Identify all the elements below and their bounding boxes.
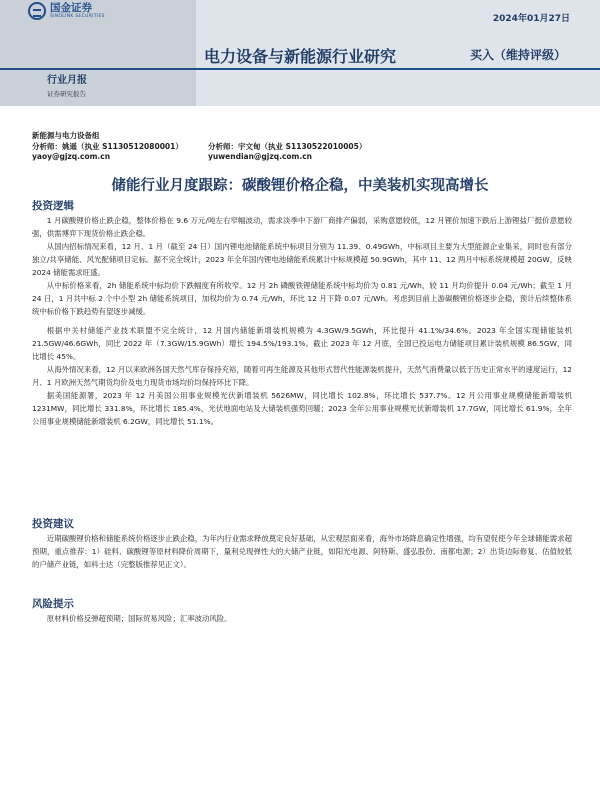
paragraph: 原材料价格反弹超预期；国际贸易风险；汇率波动风险。	[46, 614, 232, 623]
section-title-risk: 风险提示	[32, 598, 74, 610]
paragraph: 据美国能源署，2023 年 12 月美国公用事业规模光伏新增装机 5626MW，同比增长 102.8%，环比增长 537.7%。12 月公用事业规模储能新增装机 1231MW，同比增长 331.8%，环比增长 185.4%，光伏地面电站及大储装机强势回暖；2023 全年公用事业规模光伏新增装机 17.7GW，同比增长 61.9%，全年公用事业规模储能新增装机 6.2GW，同比增长 51.1%。	[32, 391, 572, 426]
paragraph: 从海外情况来看，12 月以来欧洲各国天然气库存保持充裕，随着可再生能源及其他形式替代性能源装机提升，天然气消费量以低于历史正常水平的速度运行，12 月、1 月欧洲天然气期货均价及电力现货市场均价均保持环比下降。	[32, 365, 572, 387]
brand-logo-icon	[28, 2, 46, 20]
section-title-advice: 投资建议	[32, 518, 74, 530]
analyst-yuwen: 分析师：宇文甸（执业 S1130522010005）	[208, 142, 367, 151]
section-title-logic: 投资逻辑	[32, 200, 74, 212]
brand-name: 国金证券	[50, 2, 92, 14]
brand-name-en: SINOLINK SECURITIES	[50, 13, 105, 19]
paragraph: 根据中关村储能产业技术联盟不完全统计，12 月国内储能新增装机规模为 4.3GW/9.5GWh，环比提升 41.1%/34.6%。2023 年全国实现储能装机 21.5GW/46.6GWh，同比 2022 年（7.3GW/15.9GWh）增长 194.5%/193.1%。截止 2023 年 12 月底，全国已投运电力储能项目累计装机规模 86.5GW，同比增长 45%。	[32, 326, 572, 361]
paragraph: 从中标价格来看，2h 储能系统中标均价下跌幅度有所收窄。12 月 2h 磷酸铁锂储能系统中标均价为 0.81 元/Wh，较 11 月均价提升 0.04 元/Wh；截至 1 月 24 日，1 月共中标 2 个中小型 2h 储能系统项目，加权均价为 0.74 元/Wh，环比 12 月下降 0.07 元/Wh。考虑到目前上游碳酸锂价格逐步企稳，预计后续整体系统中标价格下跌趋势有望逐步减缓。	[32, 281, 572, 316]
analyst-yuwen-email[interactable]: yuwendian@gjzq.com.cn	[208, 152, 312, 161]
brand-logo	[28, 2, 105, 20]
report-date: 2024年01月27日	[492, 14, 570, 24]
rating-badge: 买入（维持评级）	[470, 48, 567, 62]
analyst-yao: 分析师：姚遥（执业 S1130512080001）	[32, 142, 183, 151]
section-body-advice	[32, 532, 572, 571]
report-headline: 储能行业月度跟踪：碳酸锂价格企稳，中美装机实现高增长	[111, 178, 489, 194]
paragraph: 1 月碳酸锂价格止跌企稳，整体价格在 9.6 万元/吨左右窄幅波动，需求淡季中下游厂商排产偏弱，采购意愿较低，12 月锂价加速下跌后上游锂盐厂挺价意愿较强，供需博弈下现货价格止跌企稳。	[32, 216, 572, 238]
paragraph: 从国内招标情况来看，12 月、1 月（截至 24 日）国内锂电池储能系统中标项目分别为 11.39、0.49GWh，中标项目主要为大型能源企业集采，同时也有部分独立/共享储能、风光配储项目定标。据不完全统计，2023 年全年国内锂电池储能系统累计中标规模超 50.9GWh，其中 11、12 两月中标系统规模超 20GW，反映 2024 储能需求旺盛。	[32, 242, 572, 277]
section-body-logic	[32, 214, 572, 428]
header-divider	[0, 68, 600, 70]
section-body-risk	[32, 612, 572, 625]
report-title: 电力设备与新能源行业研究	[204, 47, 397, 66]
report-subtype: 证券研究报告	[47, 90, 86, 98]
report-type: 行业月报	[47, 75, 87, 86]
analyst-yao-email[interactable]: yaoy@gjzq.com.cn	[32, 152, 111, 161]
paragraph: 近期碳酸锂价格和储能系统价格逐步止跌企稳，为年内行业需求释放奠定良好基础，从宏观层面来看，海外市场降息确定性增强，均有望促使今年全球储能需求超预期，重点推荐：1）硅料、碳酸锂等原材料降价周期下，量利兑现弹性大的大储产业链，如阳光电源、阿特斯、盛弘股份、南都电源；2）出货边际修复、估值较低的户储产业链，如科士达（完整版推荐见正文）。	[32, 534, 572, 569]
sector-team: 新能源与电力设备组	[32, 131, 100, 140]
